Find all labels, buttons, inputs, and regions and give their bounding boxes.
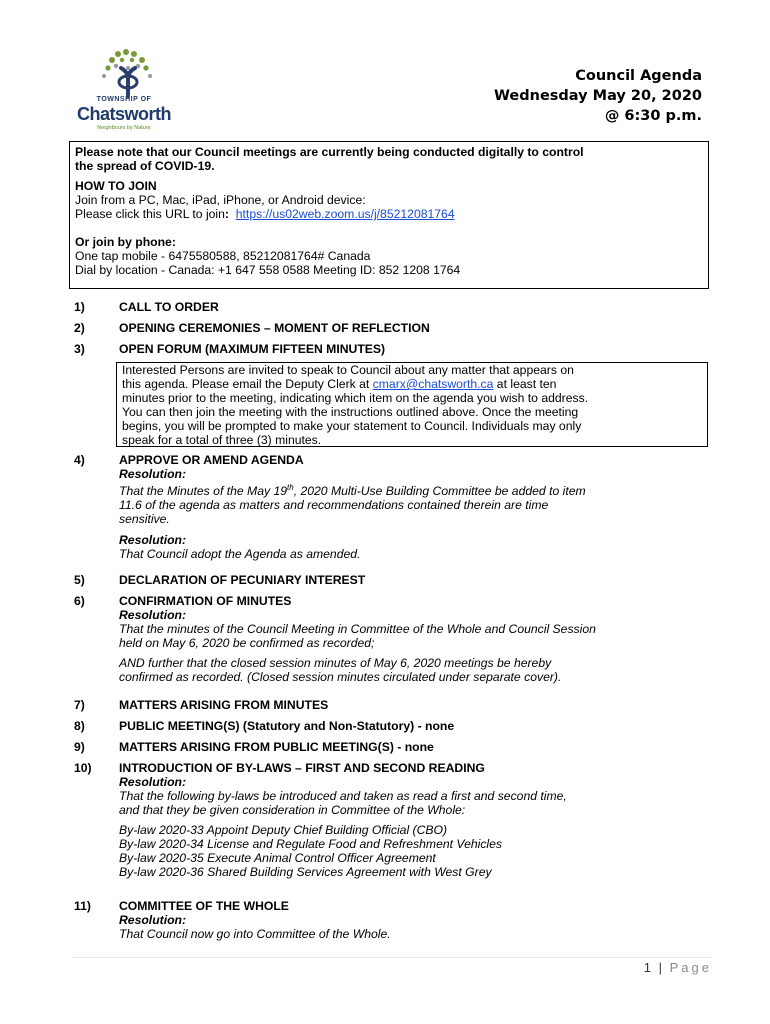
- forum-text-2b: at least ten: [493, 377, 557, 391]
- notice-line-2: the spread of COVID-19.: [75, 159, 215, 173]
- forum-text-3: minutes prior to the meeting, indicating which item on the agenda you wish to address.: [122, 391, 589, 405]
- how-to-join-title: HOW TO JOIN: [75, 179, 157, 193]
- resolution-label: Resolution:: [119, 775, 187, 789]
- resolution-text-d: sensitive.: [119, 512, 170, 527]
- item-title: CALL TO ORDER: [119, 300, 219, 314]
- bylaw-2020-36: By-law 2020-36 Shared Building Services Agreement with West Grey: [119, 865, 492, 879]
- item-title: OPEN FORUM (MAXIMUM FIFTEEN MINUTES): [119, 342, 386, 356]
- item-title: COMMITTEE OF THE WHOLE: [119, 899, 289, 913]
- item-title: INTRODUCTION OF BY-LAWS – FIRST AND SECOND READING: [119, 761, 485, 775]
- resolution-text-1: That the following by-laws be introduced and taken as read a first and second time,: [119, 789, 567, 803]
- deputy-clerk-email-link[interactable]: cmarx@chatsworth.ca: [372, 377, 494, 391]
- logo-tagline: Neighbours by Nature: [97, 125, 151, 131]
- item-number: 9): [74, 740, 85, 754]
- item-number: 1): [74, 300, 85, 314]
- join-url-line: [75, 207, 703, 221]
- item-number: 7): [74, 698, 85, 712]
- agenda-header: [494, 66, 702, 126]
- agenda-title: Council Agenda: [575, 68, 702, 84]
- item-number: 10): [74, 761, 92, 775]
- open-forum-box: [116, 362, 708, 447]
- bylaw-2020-35: By-law 2020-35 Execute Animal Control Officer Agreement: [119, 851, 436, 865]
- join-url-prompt: Please click this URL to join: [75, 207, 225, 221]
- item-number: 3): [74, 342, 85, 356]
- page-footer: [644, 960, 712, 975]
- resolution-text-b: , 2020 Multi-Use Building Committee be added to item: [293, 484, 586, 499]
- resolution-text: That Council adopt the Agenda as amended.: [119, 547, 361, 562]
- resolution-text-1: That the minutes of the Council Meeting in Committee of the Whole and Council Session: [119, 622, 596, 636]
- item-title: MATTERS ARISING FROM PUBLIC MEETING(S) - none: [119, 740, 434, 754]
- item-number: 2): [74, 321, 85, 335]
- resolution-text-2: held on May 6, 2020 be confirmed as recorded;: [119, 636, 375, 650]
- agenda-time: @ 6:30 p.m.: [604, 108, 702, 124]
- item-title: APPROVE OR AMEND AGENDA: [119, 453, 304, 467]
- forum-text-6: speak for a total of three (3) minutes.: [122, 433, 322, 447]
- resolution-label: Resolution:: [119, 913, 187, 927]
- resolution-text-a: That the Minutes of the May 19: [119, 484, 288, 499]
- item-title: MATTERS ARISING FROM MINUTES: [119, 698, 329, 712]
- resolution-label: Resolution:: [119, 467, 187, 481]
- phone-mobile-text: One tap mobile - 6475580588, 85212081764# Canada: [75, 249, 371, 263]
- item-number: 11): [74, 899, 91, 913]
- resolution-text-c: 11.6 of the agenda as matters and recommendations contained therein are time: [119, 498, 549, 513]
- item-number: 8): [74, 719, 85, 733]
- page-label: Page: [669, 960, 712, 975]
- zoom-link[interactable]: https://us02web.zoom.us/j/85212081764: [235, 207, 455, 221]
- notice-line-1: Please note that our Council meetings are currently being conducted digitally to control: [75, 145, 584, 159]
- resolution-text-4: confirmed as recorded. (Closed session minutes circulated under separate cover).: [119, 670, 562, 684]
- forum-text-4: You can then join the meeting with the instructions outlined above. Once the meeting: [122, 405, 579, 419]
- phone-dial-text: Dial by location - Canada: +1 647 558 0588 Meeting ID: 852 1208 1764: [75, 263, 461, 277]
- resolution-text: [119, 481, 711, 498]
- resolution-text-2: and that they be given consideration in Committee of the Whole:: [119, 803, 466, 817]
- forum-text-1: Interested Persons are invited to speak to Council about any matter that appears on: [122, 363, 574, 377]
- resolution-label: Resolution:: [119, 608, 187, 622]
- agenda-date: Wednesday May 20, 2020: [493, 88, 702, 104]
- forum-text-5: begins, you will be prompted to make your statement to Council. Individuals may only: [122, 419, 582, 433]
- bylaw-2020-34: By-law 2020-34 License and Regulate Food and Refreshment Vehicles: [119, 837, 503, 851]
- resolution-label: Resolution:: [119, 533, 187, 548]
- join-devices-text: Join from a PC, Mac, iPad, iPhone, or Android device:: [75, 193, 366, 207]
- phone-join-title: Or join by phone:: [75, 235, 176, 249]
- covid-notice-box: [69, 141, 709, 289]
- bylaw-2020-33: By-law 2020-33 Appoint Deputy Chief Building Official (CBO): [119, 823, 448, 837]
- item-title: DECLARATION OF PECUNIARY INTEREST: [119, 573, 366, 587]
- page-number: 1: [643, 960, 653, 975]
- resolution-superscript: th: [287, 483, 294, 492]
- item-title: CONFIRMATION OF MINUTES: [119, 594, 292, 608]
- tree-logo-icon: [88, 48, 168, 98]
- item-number: 6): [74, 594, 85, 608]
- join-url-colon: :: [224, 207, 229, 221]
- resolution-text: That Council now go into Committee of the Whole.: [119, 927, 391, 941]
- item-title: PUBLIC MEETING(S) (Statutory and Non-Statutory) - none: [119, 719, 455, 733]
- page-separator: |: [658, 960, 664, 975]
- resolution-text-3: AND further that the closed session minutes of May 6, 2020 meetings be hereby: [119, 656, 552, 670]
- logo-town-name: Chatsworth: [77, 104, 171, 124]
- logo-township-text: TOWNSHIP OF: [96, 96, 152, 103]
- item-number: 4): [74, 453, 85, 467]
- township-logo: [70, 48, 190, 134]
- item-number: 5): [74, 573, 85, 587]
- item-title: OPENING CEREMONIES – MOMENT OF REFLECTION: [119, 321, 430, 335]
- forum-text-2: [122, 377, 702, 391]
- footer-divider: [72, 957, 712, 958]
- forum-text-2a: this agenda. Please email the Deputy Clerk at: [122, 377, 373, 391]
